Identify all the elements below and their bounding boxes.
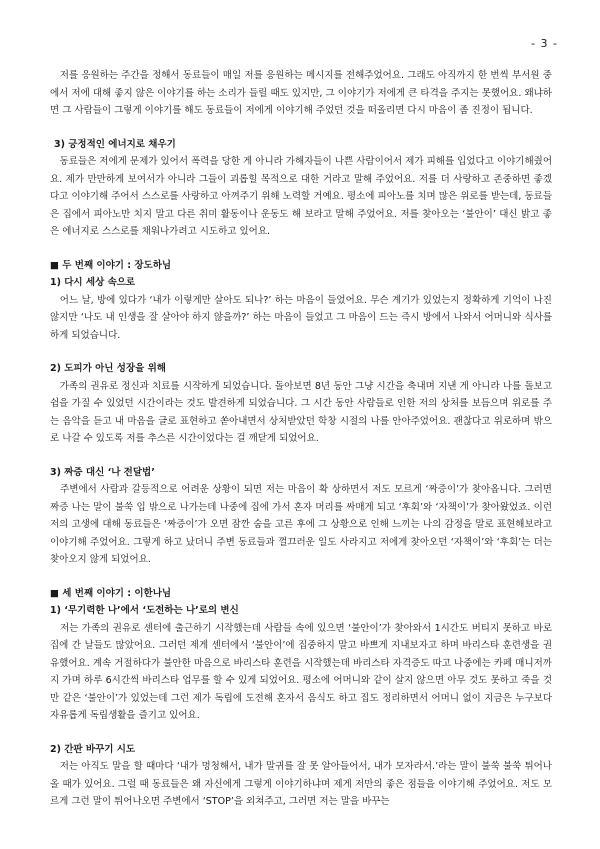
paragraph: 어느 날, 방에 있다가 ‘내가 이렇게만 살아도 되나?’ 하는 마음이 들었어요. 무슨 계기가 있었는지 정확하게 기억이 나진 않지만 ‘나도 내 인생을 잘 살아야 하지 않을까?’ 하는 마음이 들었고 그 마음이 드는 즉시 방에서 나와서 어머니와 식사를 하게 되었습니다. bbox=[50, 294, 552, 341]
section-heading: ■ 세 번째 이야기 : 이한나님 bbox=[50, 587, 172, 599]
subsection-heading: 2) 간판 바꾸기 시도 bbox=[50, 743, 136, 755]
subsection-heading: 3) 긍정적인 에너지로 채우기 bbox=[54, 138, 176, 150]
paragraph: 저는 아직도 말을 할 때마다 ‘내가 멍청해서, 내가 말귀를 잘 못 알아들어서, 내가 모자라서.’라는 말이 불쑥 불쑥 튀어나올 때가 있어요. 그럴 때 동료들은 왜 자신에게 그렇게 이야기하냐며 제게 저만의 좋은 점들을 이야기해 주었어요. 저도 모르게 그런 말이 튀어나오면 주변에서 ‘STOP’을 외쳐주고, 그러면 저는 말을 바꾸는 bbox=[50, 761, 552, 807]
paragraph: 저를 응원하는 주간을 정해서 동료들이 매일 저를 응원하는 메시지를 전해주었어요. 그래도 아직까지 한 번씩 부서원 중에서 저에 대해 좋지 않은 이야기를 하는 소리가 들릴 때도 있지만, 그 이야기가 저에게 큰 타격을 주지는 못했어요. 왜냐하면 그 사람들이 그렇게 이야기를 해도 동료들이 저에게 이야기해 주었던 것을 떠올리면 다시 마음이 좀 진정이 됩니다. bbox=[50, 70, 552, 116]
subsection-heading: 1) ‘무기력한 나’에서 ‘도전하는 나’로의 변신 bbox=[50, 605, 239, 616]
paragraph: 가족의 권유로 정신과 치료를 시작하게 되었습니다. 돌아보면 8년 동안 그냥 시간을 축내며 지낸 게 아니라 나를 돌보고 쉼을 가질 수 있었던 시간이라는 것도 발견하게 되었습니다. 그 시간 동안 사람들로 인한 저의 상처를 보듬으며 위로를 주는 음악을 듣고 내 마음을 글로 표현하고 쏟아내면서 상처받았던 학창 시절의 나를 안아주었어요. 괜찮다고 위로하며 밖으로 나갈 수 있도록 저를 추스른 시간이었다는 걸 깨닫게 되었어요. bbox=[50, 380, 552, 444]
subsection-heading: 3) 짜증 대신 ‘나 전달법’ bbox=[50, 466, 155, 478]
paragraph: 주변에서 사람과 갈등적으로 어려운 상황이 되면 저는 마음이 확 상하면서 저도 모르게 ‘짜증이’가 찾아옵니다. 그러면 짜증 나는 말이 불쑥 입 밖으로 나가는데 나중에 집에 가서 혼자 머리를 싸매게 되고 ‘후회’와 ‘자책이’가 찾아왔었죠. 이런 저의 고생에 대해 동료들은 ‘짜증이’가 오면 잠깐 숨을 고른 후에 그 상황으로 인해 느끼는 나의 감정을 말로 표현해보라고 이야기해 주었어요. 그렇게 하고 났더니 주변 동료들과 껄끄러운 일도 사라지고 저에게 찾아오던 ‘자책이’와 ‘후회’는 더는 찾아오지 않게 되었어요. bbox=[50, 484, 552, 565]
section-heading: ■ 두 번째 이야기 : 장도하님 bbox=[50, 259, 172, 271]
page-content bbox=[50, 67, 552, 811]
subsection-heading: 1) 다시 세상 속으로 bbox=[50, 277, 136, 288]
page-number: - 3 - bbox=[531, 37, 558, 50]
paragraph: 저는 가족의 권유로 센터에 출근하기 시작했는데 사람들 속에 있으면 ‘불안이’가 찾아와서 1시간도 버티지 못하고 바로 집에 간 날들도 많았어요. 그러던 제게 센터에서 ‘불안이’에 집중하지 말고 바쁘게 지내보자고 하며 바리스타 훈련생을 권유했어요. 계속 거절하다가 불안한 마음으로 바리스타 훈련을 시작했는데 바리스타 자격증도 따고 나중에는 카페 매니저까지 가며 하루 6시간씩 바리스타 업무를 할 수 있게 되었어요. 평소에 어머니와 같이 살지 않으면 아무 것도 못하고 죽을 것만 같은 ‘불안이’가 있었는데 그런 제가 독립에 도전해 혼자서 음식도 하고 집도 정리하면서 어머니 없이 지금은 누구보다 자유롭게 독립생활을 즐기고 있어요. bbox=[50, 622, 552, 721]
subsection-heading: 2) 도피가 아닌 성장을 위해 bbox=[50, 363, 166, 374]
paragraph: 동료들은 저에게 문제가 있어서 폭력을 당한 게 아니라 가해자들이 나쁜 사람이어서 제가 피해를 입었다고 이야기해줬어요. 제가 만만하게 보여서가 아니라 그들이 괴롭힐 목적으로 대한 거라고 말해 주었어요. 저를 더 사랑하고 존중하면 좋겠다고 이야기해 주어서 스스로를 사랑하고 아껴주기 위해 노력할 거예요. 평소에 피아노를 치며 많은 위로를 받는데, 동료들은 집에서 피아노만 치지 말고 다른 취미 활동이나 운동도 해 보라고 말해 주었어요. 저를 찾아오는 ‘불안이’ 대신 밝고 좋은 에너지로 스스로를 채워나가려고 시도하고 있어요. bbox=[50, 156, 552, 237]
